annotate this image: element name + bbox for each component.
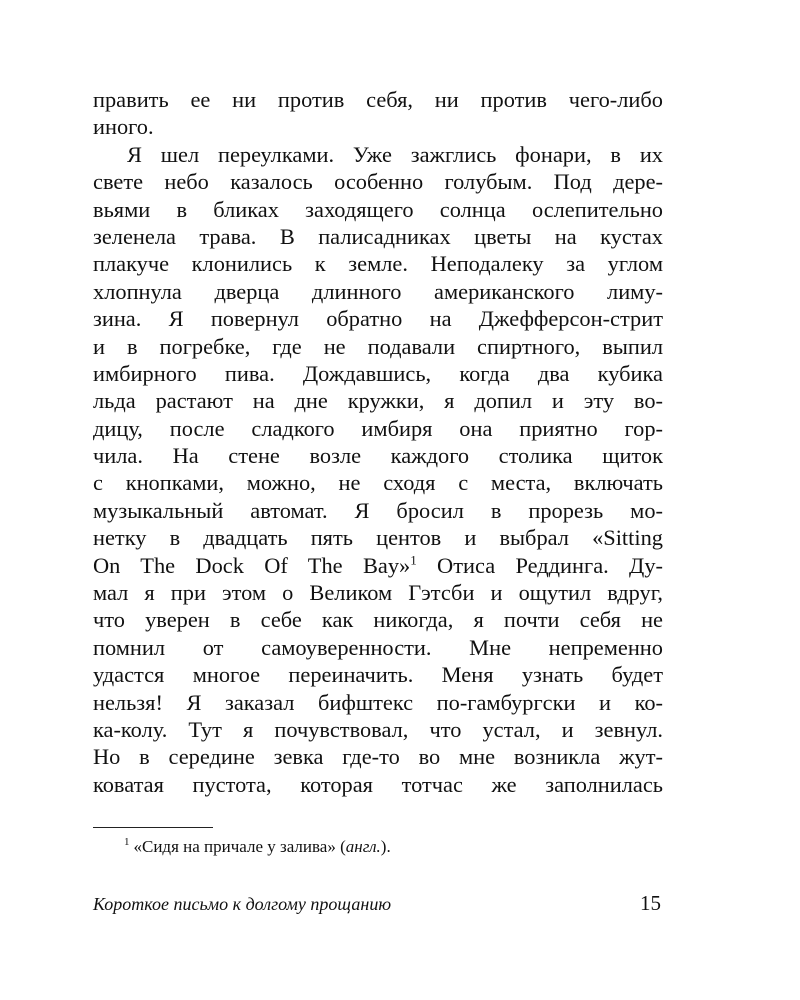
text-line-with-footnote-ref xyxy=(93,552,663,579)
text-line: мал я при этом о Великом Гэтсби и ощутил вдруг, xyxy=(93,580,663,606)
footnote-reference[interactable]: 1 xyxy=(410,552,417,568)
text-line: ка-колу. Тут я почувствовал, что устал, и зевнул. xyxy=(93,716,663,742)
text-line: имбирного пива. Дождавшись, когда два кубика xyxy=(93,360,663,386)
text-line: Но в середине зевка где-то во мне возникла жут- xyxy=(93,744,663,770)
text-line: зина. Я повернул обратно на Джефферсон-стрит xyxy=(93,306,663,332)
line-head: On The Dock Of The Bay» xyxy=(93,552,411,578)
text-line: удастся многое переиначить. Меня узнать будет xyxy=(93,662,663,688)
footnote-close: ). xyxy=(380,837,391,856)
text-line: что уверен в себе как никогда, я почти себя не xyxy=(93,607,663,633)
text-line: править ее ни против себя, ни против чего-либо xyxy=(93,87,663,112)
text-line: вьями в бликах заходящего солнца ослепительно xyxy=(93,196,663,222)
text-line: нельзя! Я заказал бифштекс по-гамбургски и ко- xyxy=(93,689,663,715)
text-line: музыкальный автомат. Я бросил в прорезь мо- xyxy=(93,497,663,523)
text-line: зеленела трава. В палисадниках цветы на кустах xyxy=(93,223,663,249)
footnote-marker: 1 xyxy=(124,836,130,849)
body-text xyxy=(93,86,663,798)
text-line: Я шел переулками. Уже зажглись фонари, в их xyxy=(127,141,663,167)
footnote-divider xyxy=(93,827,213,828)
text-line: и в погребке, где не подавали спиртного, выпил xyxy=(93,333,663,359)
text-line: чила. На стене возле каждого столика щиток xyxy=(93,443,663,469)
text-line: дицу, после сладкого имбиря она приятно гор- xyxy=(93,415,663,441)
text-line: хлопнула дверца длинного американского лиму- xyxy=(93,278,663,304)
text-line: нетку в двадцать пять центов и выбрал «Sitting xyxy=(93,525,663,551)
text-line: иного. xyxy=(93,114,154,140)
footnote-text: «Сидя на причале у залива» ( xyxy=(133,837,346,856)
text-line: плакуче клонились к земле. Неподалеку за углом xyxy=(93,251,663,277)
text-line: льда растают на дне кружки, я допил и эту во- xyxy=(93,388,663,414)
page-number: 15 xyxy=(640,891,661,915)
text-line: коватая пустота, которая тотчас же заполнилась xyxy=(93,771,663,797)
running-title: Короткое письмо к долгому прощанию xyxy=(93,894,392,914)
text-line: свете небо казалось особенно голубым. Под дере- xyxy=(93,169,663,195)
text-line: с кнопками, можно, не сходя с места, включать xyxy=(93,470,663,496)
text-line: помнил от самоуверенности. Мне непременно xyxy=(93,634,663,660)
footnote xyxy=(124,836,391,858)
footnote-language: англ. xyxy=(345,837,381,856)
line-tail: Отиса Реддинга. Ду- xyxy=(437,552,663,578)
